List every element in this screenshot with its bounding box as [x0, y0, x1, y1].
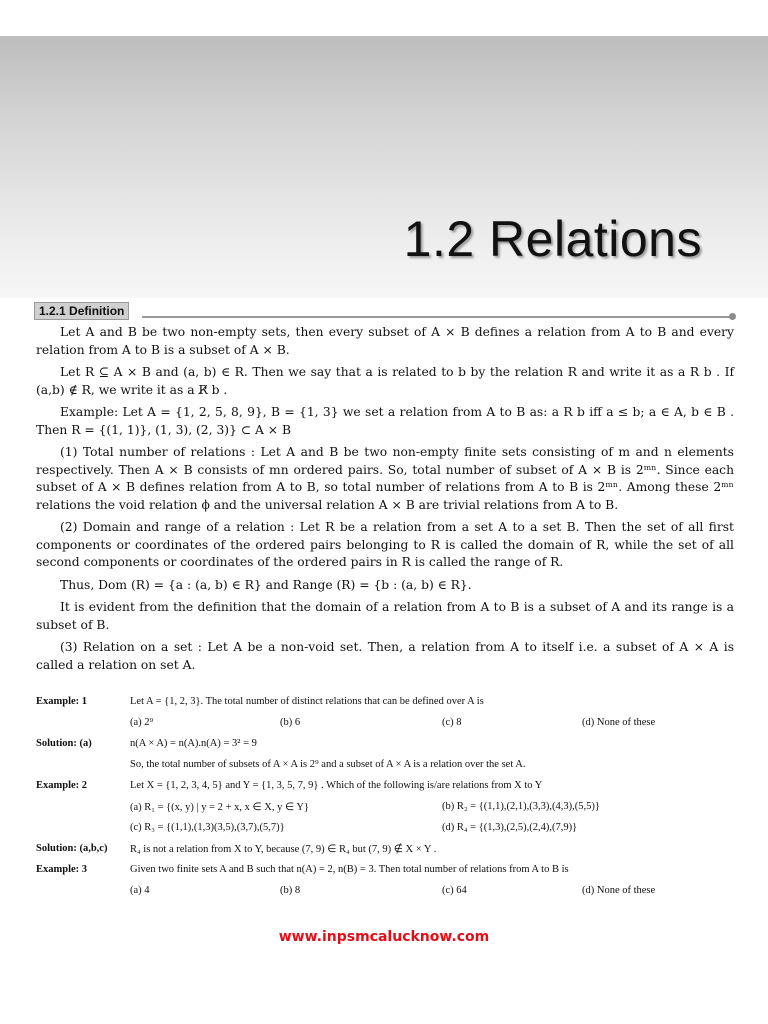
paragraph-domain-range: (2) Domain and range of a relation : Let R be a relation from a set A to a set B. Then the set of all first components or coordinates of the ordered pairs belonging to R is called the domain of R, while the set of all second components or coordinates of the ordered pairs in R is called the range of R. — [36, 520, 734, 569]
section-label: 1.2.1 Definition — [34, 302, 129, 320]
paragraph: Let A and B be two non-empty sets, then every subset of A × B defines a relation from A to B and every relation from A to B is a subset of A × B. — [36, 325, 734, 357]
solution-text: R₄ is not a relation from X to Y, because (7, 9) ∈ R₄ but (7, 9) ∉ X × Y . — [130, 844, 437, 855]
paragraph: Example: Let A = {1, 2, 5, 8, 9}, B = {1, 3} we set a relation from A to B as: a R b iff a ≤ b; a ∈ A, b ∈ B . Then R = {(1, 1)}, (1, 3), (2, 3)} ⊂ A × B — [36, 405, 734, 437]
examples-section — [36, 696, 736, 906]
paragraph: Thus, Dom (R) = {a : (a, b) ∈ R} and Range (R) = {b : (a, b) ∈ R}. — [60, 577, 472, 592]
website-link[interactable]: www.inpsmcalucknow.com — [278, 929, 490, 945]
paragraph-total-relations: (1) Total number of relations : Let A and B be two non-empty finite sets consisting of m and n elements respectively. Then A × B consists of mn ordered pairs. So, total number of subset of A × B is 2ᵐⁿ. Since each subset of A × B defines relation from A to B, so total number of relations from A to B is 2ᵐⁿ. Among these 2ᵐⁿ relations the void relation ϕ and the universal relation A × B are trivial relations from A to B. — [36, 445, 734, 512]
option-a: (a) 2⁹ — [130, 717, 154, 728]
option-c: (c) 64 — [442, 885, 467, 896]
example-label: Example: 2 — [36, 780, 88, 791]
solution-label: Solution: (a) — [36, 738, 92, 749]
example-row — [36, 780, 736, 801]
paragraph-relation-on-set: (3) Relation on a set : Let A be a non-void set. Then, a relation from A to itself i.e. a subset of A × A is called a relation on set A. — [36, 640, 734, 672]
section-dot — [729, 313, 736, 320]
option-d: (d) None of these — [582, 717, 656, 728]
example-row — [36, 696, 736, 717]
options-row — [36, 885, 736, 906]
option-b: (b) 6 — [280, 717, 301, 728]
option-d: (d) R₄ = {(1,3),(2,5),(2,4),(7,9)} — [442, 822, 578, 833]
solution-row — [36, 843, 736, 864]
options-row — [36, 717, 736, 738]
example-label: Example: 3 — [36, 864, 88, 875]
option-a: (a) 4 — [130, 885, 150, 896]
chapter-title: 1.2 Relations — [403, 211, 702, 267]
example-text: Given two finite sets A and B such that n(A) = 2, n(B) = 3. Then total number of relations from A to B is — [130, 864, 569, 875]
solution-label: Solution: (a,b,c) — [36, 843, 108, 854]
options-row — [36, 822, 736, 843]
example-row — [36, 864, 736, 885]
section-header — [34, 302, 734, 320]
paragraph: It is evident from the definition that the domain of a relation from A to B is a subset of A and its range is a subset of B. — [36, 600, 734, 632]
section-rule — [142, 316, 734, 318]
definition-content — [36, 324, 734, 679]
paragraph: Let R ⊆ A × B and (a, b) ∈ R. Then we say that a is related to b by the relation R and write it as a R b . If (a,b) ∉ R, we write it as a R̸ b . — [36, 365, 734, 397]
option-b: (b) 8 — [280, 885, 301, 896]
option-c: (c) 8 — [442, 717, 462, 728]
option-c: (c) R₃ = {(1,1),(1,3)(3,5),(3,7),(5,7)} — [130, 822, 285, 833]
solution-row — [36, 738, 736, 759]
example-text: Let A = {1, 2, 3}. The total number of distinct relations that can be defined over A is — [130, 696, 484, 707]
solution-text: n(A × A) = n(A).n(A) = 3² = 9 — [130, 738, 257, 749]
option-b: (b) R₂ = {(1,1),(2,1),(3,3),(4,3),(5,5)} — [442, 801, 600, 812]
option-a: (a) R₁ = {(x, y) | y = 2 + x, x ∈ X, y ∈ Y} — [130, 802, 309, 813]
solution-text: So, the total number of subsets of A × A is 2⁹ and a subset of A × A is a relation over the set A. — [130, 759, 526, 770]
option-d: (d) None of these — [582, 885, 656, 896]
options-row — [36, 801, 736, 822]
solution-continuation — [36, 759, 736, 780]
example-text: Let X = {1, 2, 3, 4, 5} and Y = {1, 3, 5, 7, 9} . Which of the following is/are relations from X to Y — [130, 780, 543, 791]
example-label: Example: 1 — [36, 696, 88, 707]
